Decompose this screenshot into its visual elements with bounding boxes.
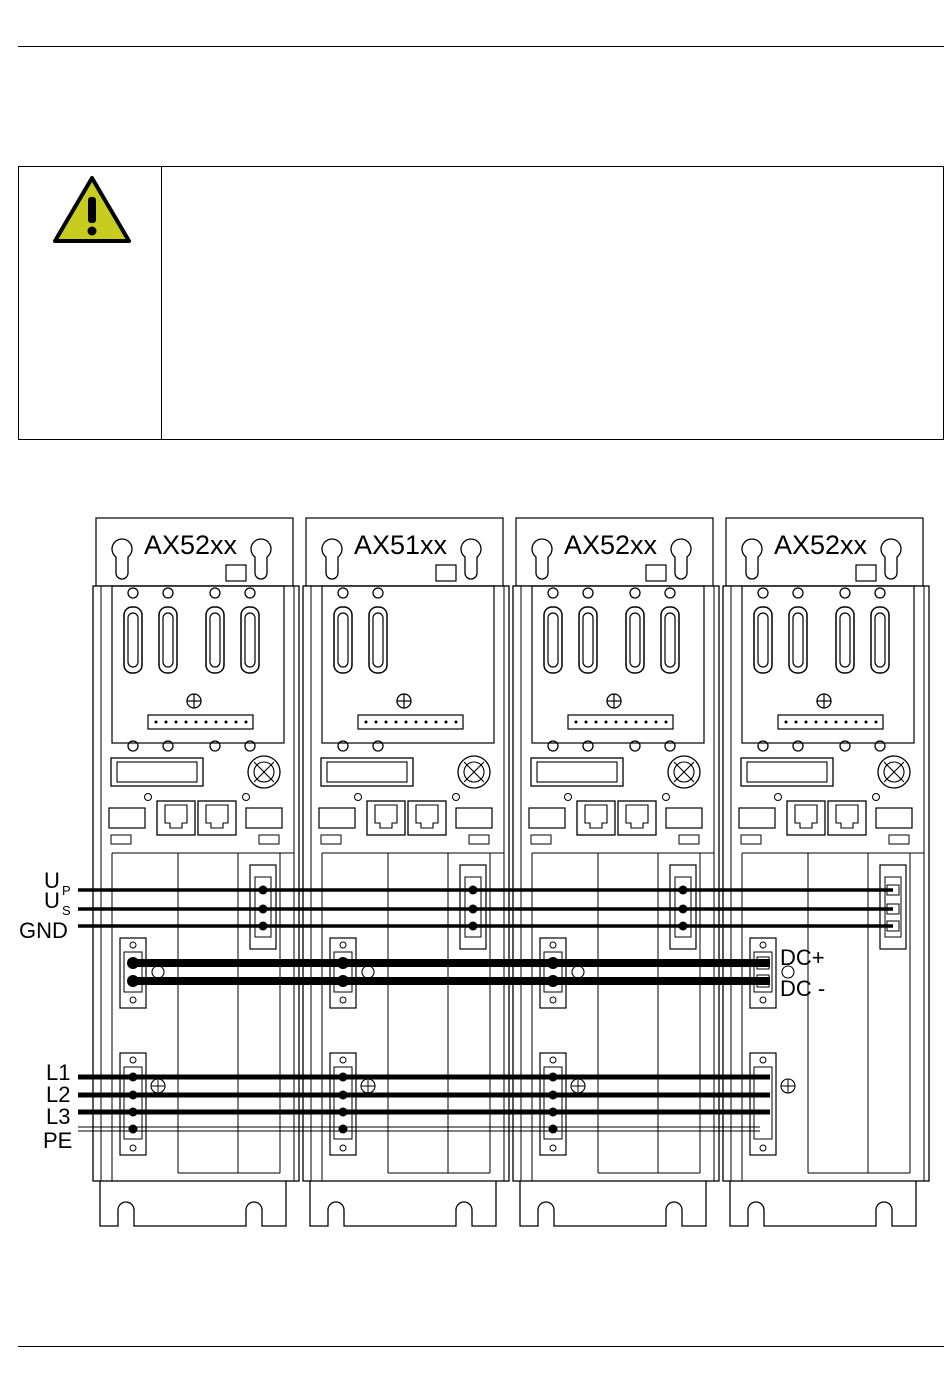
terminal-pin xyxy=(595,721,598,724)
bus-connection-dot xyxy=(679,905,688,914)
label-up-sub: P xyxy=(62,883,71,898)
terminal-pin xyxy=(655,721,658,724)
terminal-pin xyxy=(645,721,648,724)
terminal-pin xyxy=(415,721,418,724)
terminal-pin xyxy=(395,721,398,724)
terminal-pin xyxy=(185,721,188,724)
terminal-pin xyxy=(405,721,408,724)
bus-connection-dot xyxy=(129,1108,138,1117)
label-l1: L1 xyxy=(46,1060,71,1085)
bus-connection-dot xyxy=(469,905,478,914)
mounting-foot xyxy=(100,1181,286,1226)
terminal-pin xyxy=(805,721,808,724)
warning-icon-cell xyxy=(19,167,162,439)
bus-connection-dot xyxy=(127,975,139,987)
bus-connection-dot xyxy=(339,1073,348,1082)
bus-connection-dot xyxy=(337,957,349,969)
bus-connection-dot xyxy=(129,1091,138,1100)
label-dc-plus: DC+ xyxy=(780,945,825,970)
terminal-pin xyxy=(835,721,838,724)
terminal-pin xyxy=(625,721,628,724)
bus-connection-dot xyxy=(549,1073,558,1082)
module-2 xyxy=(303,518,509,1226)
terminal-pin xyxy=(435,721,438,724)
terminal-pin xyxy=(365,721,368,724)
bus-connection-dot xyxy=(259,922,268,931)
label-l2: L2 xyxy=(46,1082,71,1107)
terminal-pin xyxy=(245,721,248,724)
terminal-pin xyxy=(875,721,878,724)
terminal-pin xyxy=(445,721,448,724)
label-us-sub: S xyxy=(62,903,71,918)
warning-text xyxy=(174,181,929,425)
bus-connection-dot xyxy=(129,1125,138,1134)
terminal-pin xyxy=(795,721,798,724)
terminal-pin xyxy=(605,721,608,724)
module-label: AX52xx xyxy=(774,530,868,560)
bus-connection-dot xyxy=(259,905,268,914)
control-terminal-block xyxy=(880,865,906,949)
warning-box xyxy=(18,166,944,440)
bus-connection-dot xyxy=(259,886,268,895)
terminal-pin xyxy=(195,721,198,724)
label-l3: L3 xyxy=(46,1104,71,1129)
bus-connection-dot xyxy=(129,1073,138,1082)
terminal-pin xyxy=(215,721,218,724)
label-us: U xyxy=(44,888,60,913)
wiring-diagram xyxy=(0,505,950,1230)
terminal-pin xyxy=(455,721,458,724)
terminal-pin xyxy=(225,721,228,724)
terminal-pin xyxy=(165,721,168,724)
terminal-pin xyxy=(855,721,858,724)
terminal-pin xyxy=(845,721,848,724)
terminal-pin xyxy=(155,721,158,724)
modules-group xyxy=(93,518,929,1226)
bus-connection-dot xyxy=(127,957,139,969)
module-4 xyxy=(723,518,929,1226)
bus-connection-dot xyxy=(549,1091,558,1100)
label-gnd: GND xyxy=(19,918,68,943)
bus-connection-dot xyxy=(549,1125,558,1134)
label-up: U xyxy=(44,868,60,893)
bus-connection-dot xyxy=(679,886,688,895)
terminal-pin xyxy=(635,721,638,724)
bus-connection-dot xyxy=(339,1125,348,1134)
terminal-pin xyxy=(785,721,788,724)
terminal-pin xyxy=(385,721,388,724)
terminal-pin xyxy=(175,721,178,724)
mounting-foot xyxy=(520,1181,706,1226)
terminal-pin xyxy=(205,721,208,724)
bus-connection-dot xyxy=(547,957,559,969)
label-dc-minus: DC - xyxy=(780,976,826,1001)
terminal-pin xyxy=(615,721,618,724)
terminal-pin xyxy=(375,721,378,724)
bus-connection-dot xyxy=(339,1108,348,1117)
terminal-pin xyxy=(665,721,668,724)
mounting-foot xyxy=(730,1181,916,1226)
terminal-pin xyxy=(425,721,428,724)
label-pe: PE xyxy=(43,1128,73,1153)
module-label: AX51xx xyxy=(354,530,448,560)
terminal-pin xyxy=(235,721,238,724)
module-1 xyxy=(93,518,299,1226)
mounting-foot xyxy=(310,1181,496,1226)
module-label: AX52xx xyxy=(144,530,238,560)
terminal-pin xyxy=(575,721,578,724)
module-3 xyxy=(513,518,719,1226)
footer-rule xyxy=(18,1346,944,1347)
warning-triangle-icon xyxy=(53,175,131,245)
bus-connection-dot xyxy=(547,975,559,987)
bus-connection-dot xyxy=(549,1108,558,1117)
terminal-pin xyxy=(815,721,818,724)
bus-connection-dot xyxy=(339,1091,348,1100)
bus-connection-dot xyxy=(337,975,349,987)
module-label: AX52xx xyxy=(564,530,658,560)
terminal-pin xyxy=(585,721,588,724)
bus-connection-dot xyxy=(469,886,478,895)
bus-connection-dot xyxy=(679,922,688,931)
terminal-pin xyxy=(825,721,828,724)
bus-connection-dot xyxy=(469,922,478,931)
header-rule xyxy=(18,46,944,47)
terminal-pin xyxy=(865,721,868,724)
